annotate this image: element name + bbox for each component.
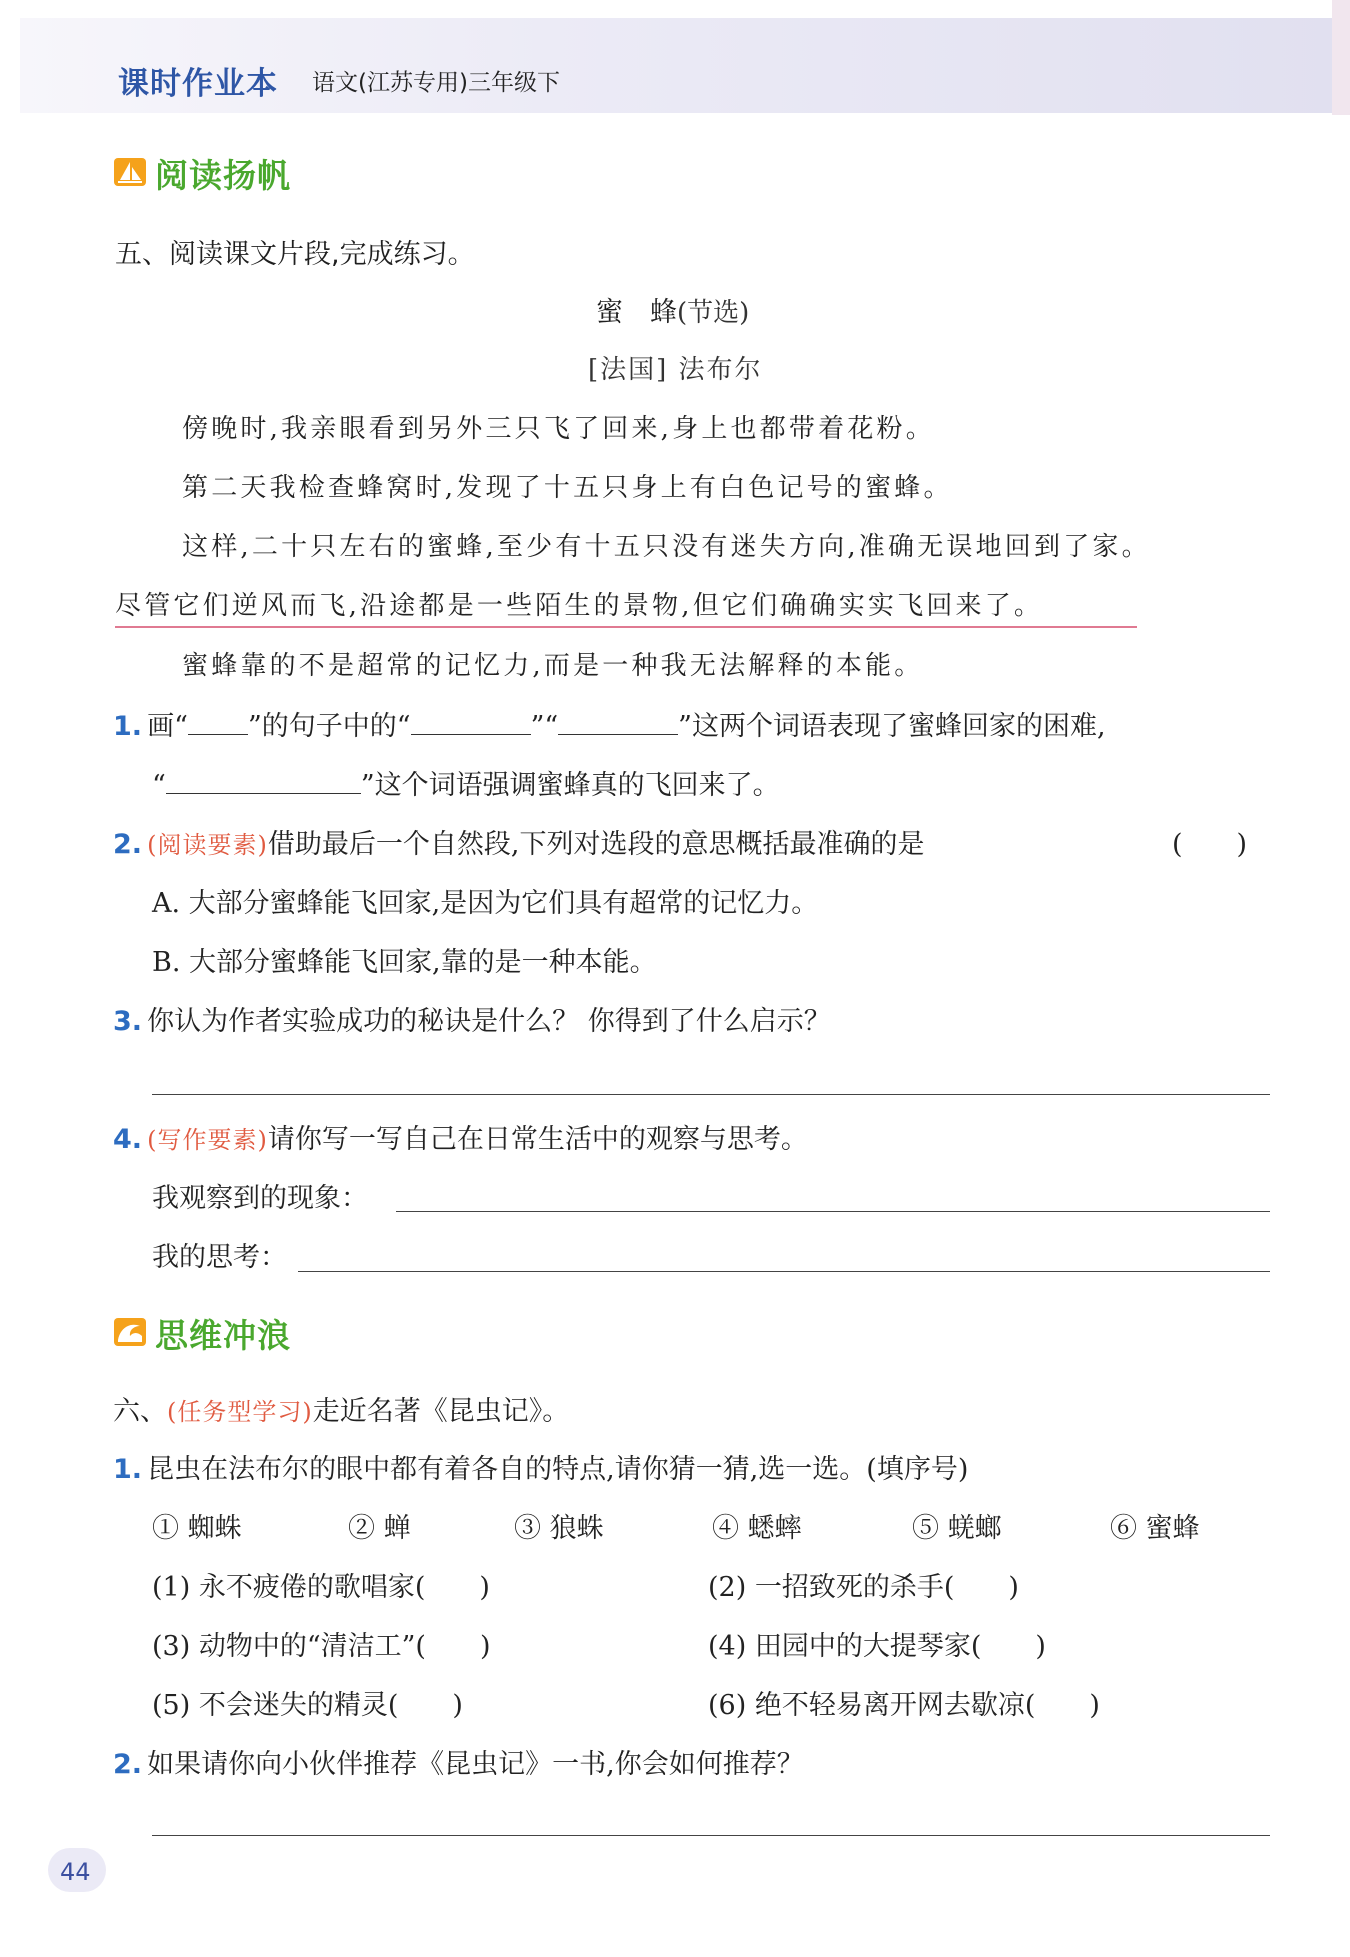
passage-title [596,290,749,329]
insect-option-5: ⑤ 蜣螂 [912,1513,1002,1544]
wave-icon [114,1318,146,1346]
q1-text-b: ”的句子中的“ [247,711,411,742]
q1-text-a: 画“ [147,711,188,742]
q1-text-e: “ [152,770,166,801]
insect-option-4: ④ 蟋蟀 [712,1513,802,1544]
q3-answer-line[interactable] [152,1094,1270,1095]
q3-text: 你认为作者实验成功的秘诀是什么？ 你得到了什么启示？ [147,1006,831,1037]
match-item-5[interactable]: (5) 不会迷失的精灵( ) [152,1690,463,1721]
t-q1-text: 昆虫在法布尔的眼中都有着各自的特点,请你猜一猜,选一选。(填序号) [147,1454,969,1485]
question-heading-5: 五、阅读课文片段,完成练习。 [115,239,475,270]
q4-label-observe: 我观察到的现象： [152,1183,368,1214]
question-1 [113,704,1106,743]
insect-option-6: ⑥ 蜜蜂 [1110,1513,1200,1544]
t-q2-answer-line[interactable] [152,1835,1270,1836]
passage-title-note: (节选) [677,298,750,328]
section-title-reading: 阅读扬帆 [155,156,291,195]
question-4 [113,1117,808,1156]
sail-icon [114,158,146,186]
q1-blank-mark[interactable] [188,710,248,735]
thinking-question-2 [113,1742,804,1781]
q1-blank-word-1[interactable] [411,710,531,735]
question-2 [113,822,924,861]
q1-blank-word-2[interactable] [558,710,678,735]
match-item-4[interactable]: (4) 田园中的大提琴家( ) [708,1631,1046,1662]
task-learning-tag: (任务型学习) [167,1398,313,1426]
header-side-strip [1332,0,1350,115]
passage-line-4-underlined: 尽管它们逆风而飞,沿途都是一些陌生的景物,但它们确确实实飞回来了。 [115,585,1137,628]
match-item-1[interactable]: (1) 永不疲倦的歌唱家( ) [152,1572,490,1603]
book-title: 课时作业本 [118,66,278,102]
insect-option-1: ① 蜘蛛 [152,1513,242,1544]
passage-line-5: 蜜蜂靠的不是超常的记忆力,而是一种我无法解释的本能。 [182,651,924,681]
q2-answer-paren[interactable]: ( ) [1172,829,1248,860]
match-item-3[interactable]: (3) 动物中的“清洁工”( ) [152,1631,491,1662]
q1-text-d: ”这两个词语表现了蜜蜂回家的困难, [678,711,1106,742]
q4-observe-answer-line[interactable] [396,1211,1270,1212]
q1-blank-word-3[interactable] [166,769,361,794]
q4-label-think: 我的思考： [152,1242,287,1273]
passage-line-1: 傍晚时,我亲眼看到另外三只飞了回来,身上也都带着花粉。 [182,414,935,444]
insect-option-3: ③ 狼蛛 [514,1513,604,1544]
q2-option-a[interactable]: A. 大部分蜜蜂能飞回家,是因为它们具有超常的记忆力。 [152,888,819,919]
question-number: 1. [113,1454,143,1485]
q6-text: 走近名著《昆虫记》。 [312,1396,570,1427]
question-1-line-2 [152,763,780,802]
section-title-thinking: 思维冲浪 [155,1316,291,1355]
question-number: 1. [113,711,143,742]
question-number: 2. [113,829,143,860]
q1-text-c: ”“ [530,711,559,742]
passage-title-text: 蜜 蜂 [596,297,677,328]
book-subtitle: 语文(江苏专用)三年级下 [312,70,560,96]
q4-text: 请你写一写自己在日常生活中的观察与思考。 [267,1124,808,1155]
q2-option-b[interactable]: B. 大部分蜜蜂能飞回家,靠的是一种本能。 [152,947,657,978]
passage-line-2: 第二天我检查蜂窝时,发现了十五只身上有白色记号的蜜蜂。 [182,473,953,503]
question-number: 4. [113,1124,143,1155]
thinking-question-1 [113,1447,968,1486]
insect-option-2: ② 蝉 [348,1513,411,1544]
passage-line-3: 这样,二十只左右的蜜蜂,至少有十五只没有迷失方向,准确无误地回到了家。 [182,532,1151,562]
q2-text: 借助最后一个自然段,下列对选段的意思概括最准确的是 [267,829,925,860]
writing-element-tag: (写作要素) [147,1126,268,1154]
question-number: 2. [113,1749,143,1780]
page-number: 44 [60,1858,91,1886]
q4-think-answer-line[interactable] [298,1271,1270,1272]
question-number: 3. [113,1006,143,1037]
match-item-6[interactable]: (6) 绝不轻易离开网去歇凉( ) [708,1690,1100,1721]
t-q2-text: 如果请你向小伙伴推荐《昆虫记》一书,你会如何推荐？ [147,1749,804,1780]
match-item-2[interactable]: (2) 一招致死的杀手( ) [708,1572,1019,1603]
passage-author: [法国] 法布尔 [588,355,763,385]
reading-element-tag: (阅读要素) [147,831,268,859]
question-3 [113,999,831,1038]
q1-text-f: ”这个词语强调蜜蜂真的飞回来了。 [360,770,780,801]
q6-prefix: 六、 [113,1396,167,1427]
question-heading-6 [113,1389,569,1428]
